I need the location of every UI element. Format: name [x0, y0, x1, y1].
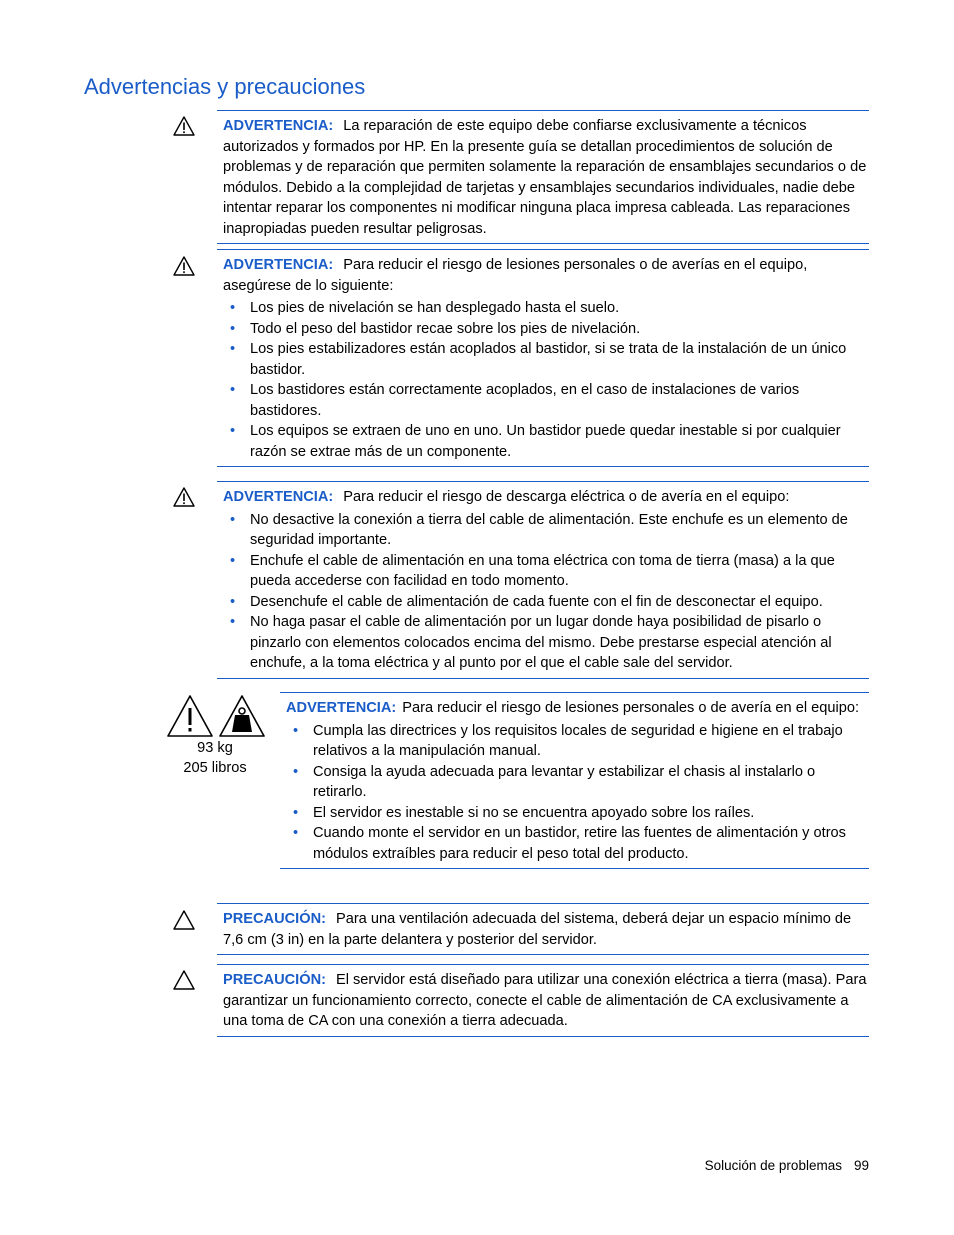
heavy-weight-icon — [218, 694, 266, 738]
list-item: • El servidor es inestable si no se encuentra apoyado sobre los raíles. — [313, 803, 869, 824]
warning-text: La reparación de este equipo debe confiarse exclusivamente a técnicos autorizados y formados por HP. En la presente guía se detallan procedimientos de solución de problemas y de reparación que permiten solamente la reparación de ensamblajes secundarios o de módulos. Debido a la complejidad de tarjetas y ensamblajes secundarios individuales, nadie debe intentar reparar los componentes ni modificar ninguna placa impresa cableada. Las reparaciones inapropiadas pueden resultar peligrosas. — [223, 118, 867, 237]
caution-block — [217, 903, 869, 955]
caution-block — [217, 964, 869, 1037]
list-item: • Los pies estabilizadores están acoplados al bastidor, si se trata de la instalación de un único bastidor. — [250, 339, 869, 380]
list-item: • Consiga la ayuda adecuada para levantar y estabilizar el chasis al instalarlo o retirarlo. — [313, 762, 869, 803]
weight-kg: 93 kg — [197, 740, 233, 756]
warning-text: Para reducir el riesgo de lesiones personales o de avería en el equipo: — [402, 700, 860, 716]
caution-label: PRECAUCIÓN: — [223, 972, 326, 988]
list-item: • Cumpla las directrices y los requisitos locales de seguridad e higiene en el trabajo relativos a la manipulación manual. — [313, 721, 869, 762]
caution-text: El servidor está diseñado para utilizar una conexión eléctrica a tierra (masa). Para garantizar un funcionamiento correcto, conecte el cable de alimentación de CA exclusivamente a una toma de CA con una conexión a tierra adecuada. — [223, 972, 867, 1029]
warning-label: ADVERTENCIA: — [223, 118, 334, 134]
warning-text: Para reducir el riesgo de descarga eléctrica o de avería en el equipo: — [343, 489, 790, 505]
warning-icon — [173, 256, 195, 276]
warning-label: ADVERTENCIA: — [223, 489, 334, 505]
caution-icon — [173, 970, 195, 990]
list-item: • Cuando monte el servidor en un bastidor, retire las fuentes de alimentación y otros módulos extraíbles para reducir el peso total del producto. — [313, 823, 869, 864]
warning-text-block — [217, 111, 869, 243]
caution-label: PRECAUCIÓN: — [223, 911, 326, 927]
list-item: • Los pies de nivelación se han desplegado hasta el suelo. — [250, 298, 869, 319]
bullet-list — [286, 721, 869, 865]
caution-icon — [173, 910, 195, 930]
page-title: Advertencias y precauciones — [84, 74, 366, 99]
weight-caption — [170, 738, 260, 778]
caution-text-block — [217, 965, 869, 1036]
page-number: 99 — [853, 1158, 869, 1173]
warning-text: Para reducir el riesgo de lesiones personales o de averías en el equipo, asegúrese de lo siguiente: — [223, 257, 808, 294]
warning-icon — [173, 487, 195, 507]
weight-lb: 205 libros — [183, 760, 247, 776]
bullet-list — [223, 510, 869, 674]
warning-text-block — [217, 250, 869, 466]
warning-text-block — [280, 693, 869, 868]
warning-text-block — [217, 482, 869, 678]
bullet-list — [223, 298, 869, 462]
list-item: • Desenchufe el cable de alimentación de cada fuente con el fin de desconectar el equipo. — [250, 592, 869, 613]
list-item: • Todo el peso del bastidor recae sobre los pies de nivelación. — [250, 319, 869, 340]
warning-block — [280, 692, 869, 869]
caution-text-block — [217, 904, 869, 954]
warning-icon — [166, 694, 214, 738]
warning-block — [217, 110, 869, 244]
warning-label: ADVERTENCIA: — [223, 257, 334, 273]
warning-icon — [173, 116, 195, 136]
list-item: • No desactive la conexión a tierra del cable de alimentación. Este enchufe es un elemento de seguridad importante. — [250, 510, 869, 551]
warning-block — [217, 249, 869, 467]
warning-label: ADVERTENCIA: — [286, 700, 397, 716]
list-item: • Enchufe el cable de alimentación en una toma eléctrica con toma de tierra (masa) a la que pueda accederse con facilidad en todo momento. — [250, 551, 869, 592]
caution-text: Para una ventilación adecuada del sistema, deberá dejar un espacio mínimo de 7,6 cm (3 in) en la parte delantera y posterior del servidor. — [223, 911, 852, 948]
list-item: • Los bastidores están correctamente acoplados, en el caso de instalaciones de varios bastidores. — [250, 380, 869, 421]
warning-block — [217, 481, 869, 679]
footer-section: Solución de problemas — [704, 1158, 842, 1173]
list-item: • Los equipos se extraen de uno en uno. Un bastidor puede quedar inestable si por cualquier razón se extrae más de un componente. — [250, 421, 869, 462]
page-footer — [705, 1158, 869, 1173]
list-item: • No haga pasar el cable de alimentación por un lugar donde haya posibilidad de pisarlo o pinzarlo con elementos colocados encima del mismo. Debe prestarse especial atención al enchufe, a la toma eléctrica y al punto por el que el cable sale del servidor. — [250, 612, 869, 674]
